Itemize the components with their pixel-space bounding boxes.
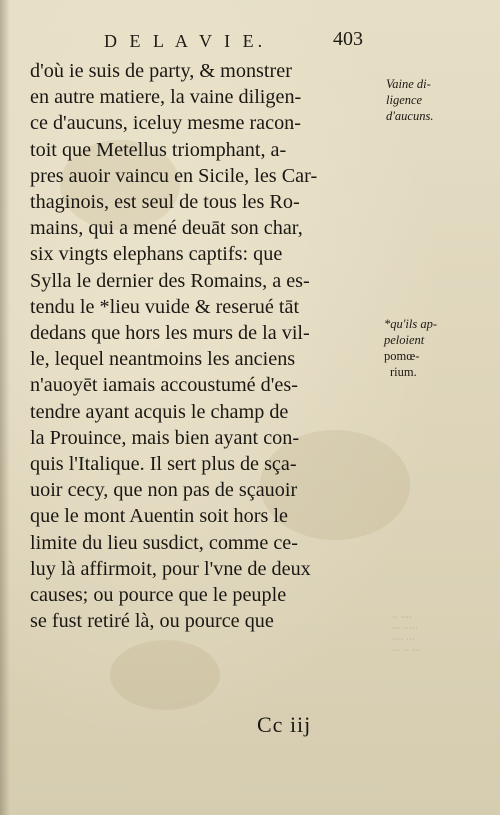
text-line: le, lequel neantmoins les anciens — [30, 348, 296, 371]
text-line: luy là affirmoit, pour l'vne de deux — [30, 557, 311, 580]
text-line: limite du lieu susdict, comme ce- — [30, 531, 298, 554]
text-line: uoir cecy, que non pas de sçauoir — [30, 479, 298, 502]
page-gutter-shadow — [0, 0, 10, 815]
text-line: toit que Metellus triomphant, a- — [30, 138, 287, 161]
margin-note-line: Vaine di- — [386, 77, 431, 91]
margin-note-line: rium. — [390, 365, 417, 379]
text-line: se fust retiré là, ou pource que — [30, 610, 274, 633]
text-line: d'où ie suis de party, & monstrer — [30, 60, 292, 82]
signature-mark: Cc iij — [257, 712, 312, 737]
show-through-text: ··· ·· ··· ···· ··· ··· ····· ·· ···· — [392, 611, 421, 654]
body-text — [30, 58, 385, 634]
text-line: dedans que hors les murs de la vil- — [30, 322, 310, 345]
text-line: en autre matiere, la vaine diligen- — [30, 86, 302, 109]
text-line: pres auoir vaincu en Sicile, les Car- — [30, 164, 318, 187]
text-line: tendre ayant acquis le champ de — [30, 400, 289, 423]
text-line: mains, qui a mené deuāt son char, — [30, 217, 303, 240]
margin-note-line: ligence — [386, 93, 423, 107]
paper-stain — [110, 640, 220, 710]
running-title: D E L A V I E. — [104, 31, 267, 51]
text-line: Sylla le dernier des Romains, a es- — [30, 269, 310, 292]
text-line: tendu le *lieu vuide & reserué tāt — [30, 295, 300, 318]
text-line: ce d'aucuns, iceluy mesme racon- — [30, 112, 302, 135]
text-line: six vingts elephans captifs: que — [30, 243, 283, 266]
text-line: n'auoyēt iamais accoustumé d'es- — [30, 374, 298, 397]
margin-note-pomoerium — [384, 316, 437, 380]
text-line: que le mont Auentin soit hors le — [30, 505, 288, 528]
margin-note-line: d'aucuns. — [386, 109, 434, 123]
page-number: 403 — [333, 28, 363, 50]
text-line: quis l'Italique. Il sert plus de sça- — [30, 453, 297, 476]
text-line: la Prouince, mais bien ayant con- — [30, 426, 300, 449]
margin-note-line: pomœ- — [384, 349, 420, 363]
margin-note-line: *qu'ils ap- — [384, 317, 438, 331]
margin-note-vaine-diligence — [386, 76, 433, 124]
text-line: thaginois, est seul de tous les Ro- — [30, 191, 300, 214]
margin-note-line: peloient — [384, 333, 425, 347]
text-line: causes; ou pource que le peuple — [30, 584, 287, 607]
